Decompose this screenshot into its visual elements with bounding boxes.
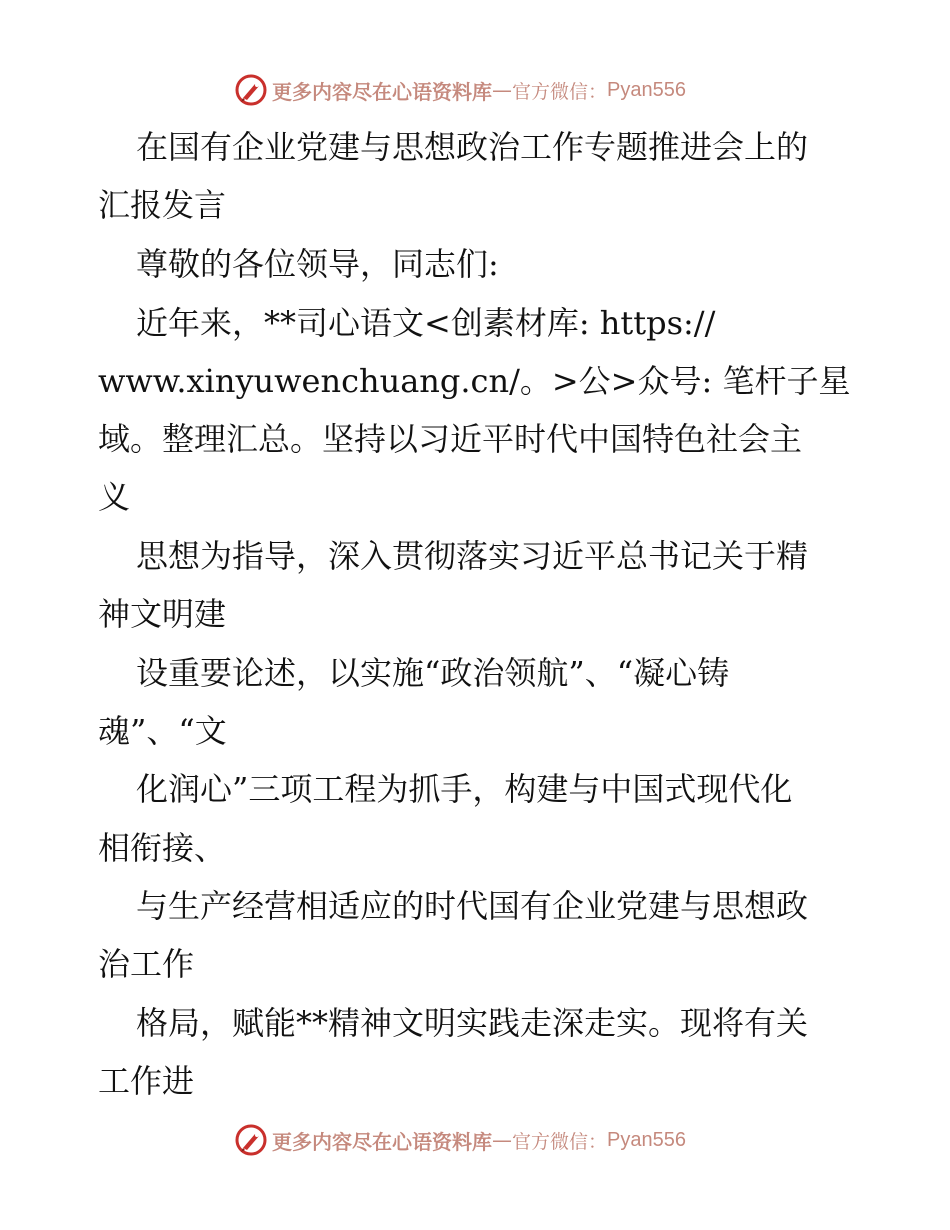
banner-wechat-id: Pyan556: [607, 1128, 686, 1151]
footer-banner: [0, 1122, 950, 1158]
body-line: 相衔接、: [98, 829, 227, 867]
body-line: 域。整理汇总。坚持以习近平时代中国特色社会主: [98, 420, 803, 458]
banner-wechat-label: 官方微信：: [512, 80, 608, 103]
body-line: 工作进: [98, 1062, 195, 1100]
pen-logo-icon: [234, 1123, 268, 1157]
body-line: 魂”、“文: [98, 712, 227, 750]
banner-dash: —: [492, 1128, 512, 1152]
banner-dash: —: [492, 78, 512, 102]
body-line: 神文明建: [98, 595, 227, 633]
body-line: 治工作: [98, 945, 195, 983]
banner-slogan: 更多内容尽在心语资料库: [272, 1129, 492, 1154]
title-line-1: 在国有企业党建与思想政治工作专题推进会上的: [136, 128, 809, 166]
body-line: 化润心”三项工程为抓手，构建与中国式现代化: [136, 770, 793, 808]
salutation: 尊敬的各位领导，同志们:: [136, 245, 499, 283]
body-line: www.xinyuwenchuang.cn/。>公>众号: 笔杆子星: [98, 362, 851, 400]
body-line: 与生产经营相适应的时代国有企业党建与思想政: [136, 887, 809, 925]
body-line: 设重要论述，以实施“政治领航”、“凝心铸: [136, 654, 730, 692]
body-line: 格局，赋能**精神文明实践走深走实。现将有关: [136, 1004, 809, 1042]
pen-logo-icon: [234, 73, 268, 107]
banner-wechat-label: 官方微信：: [512, 1130, 608, 1153]
body-line: 思想为指导，深入贯彻落实习近平总书记关于精: [136, 537, 809, 575]
body-line: 义: [98, 478, 131, 516]
title-line-2: 汇报发言: [98, 186, 227, 224]
banner-wechat-id: Pyan556: [607, 78, 686, 101]
banner-slogan: 更多内容尽在心语资料库: [272, 79, 492, 104]
body-line: 近年来，**司心语文<创素材库: https://: [136, 304, 716, 342]
header-banner: [0, 72, 950, 108]
